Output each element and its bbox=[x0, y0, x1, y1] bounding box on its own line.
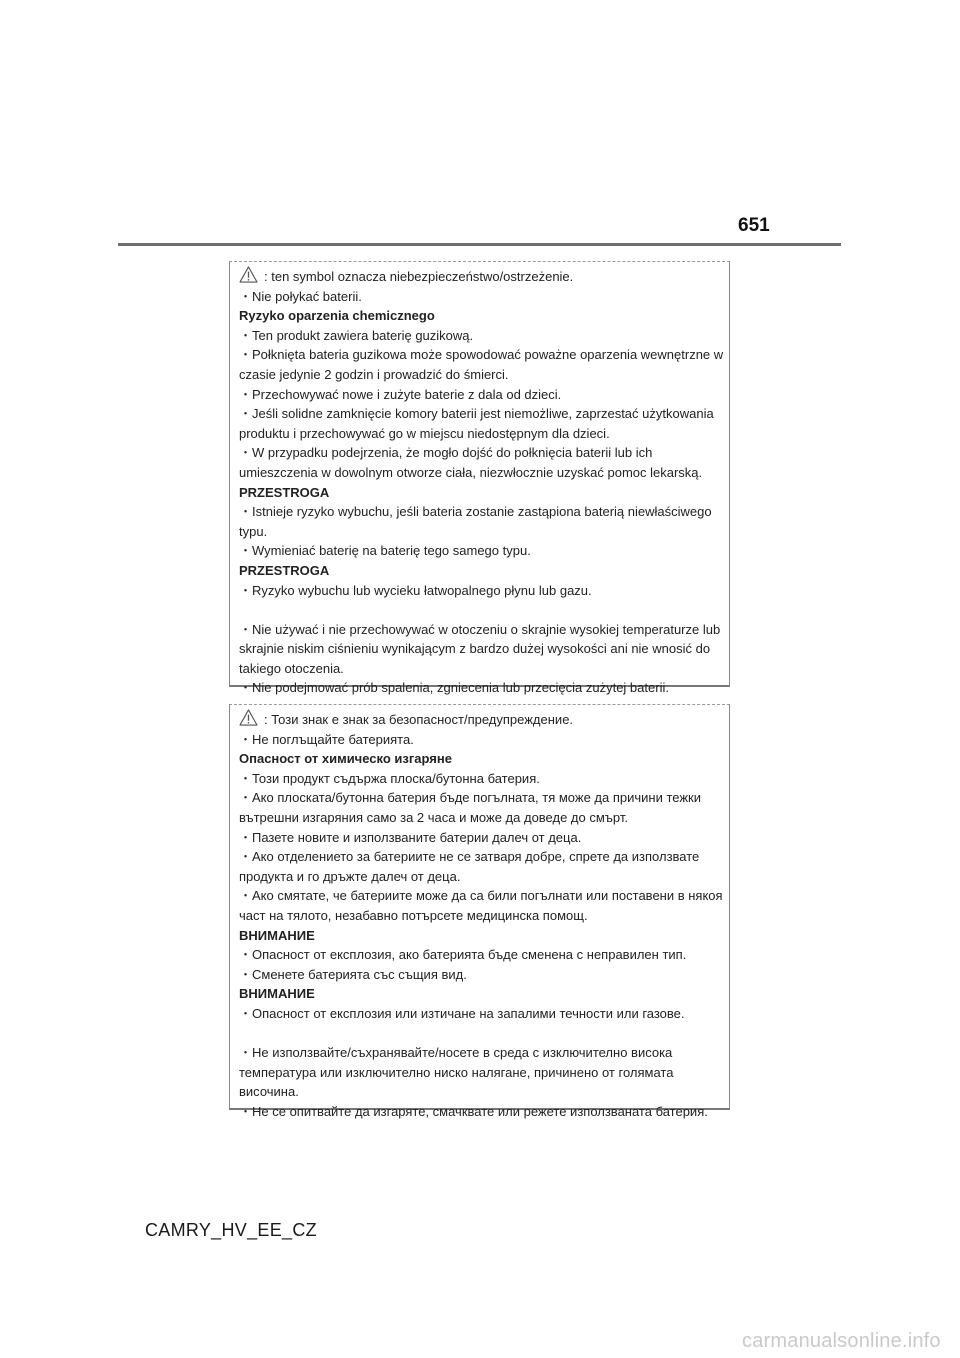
section-heading: ВНИМАНИЕ bbox=[239, 927, 315, 943]
warning-text-line: ・Не поглъщайте батерията. bbox=[239, 731, 414, 747]
warning-triangle-icon bbox=[239, 266, 258, 283]
warning-text-line: ・Не използвайте/съхранявайте/носете в среда с изключително висока bbox=[239, 1045, 673, 1061]
bulgarian-battery-warning-box bbox=[229, 704, 730, 1119]
warning-text-line: ・Istnieje ryzyko wybuchu, jeśli bateria zostanie zastąpiona baterią niewłaściwego bbox=[239, 504, 712, 520]
warning-triangle-icon bbox=[239, 709, 258, 726]
document-code: CAMRY_HV_EE_CZ bbox=[145, 1220, 317, 1240]
warning-text-line: umieszczenia w dowolnym otworze ciała, niezwłocznie uzyskać pomoc lekarską. bbox=[239, 464, 703, 480]
warning-text-line: ・Опасност от експлозия, ако батерията бъде сменена с неправилен тип. bbox=[239, 947, 687, 963]
warning-text-line: продукта и го дръжте далеч от деца. bbox=[239, 868, 461, 884]
warning-text-line bbox=[239, 267, 721, 287]
warning-text-line: ・Nie połykać baterii. bbox=[239, 288, 362, 304]
warning-text-line: ・Ако смятате, че батериите може да са били погълнати или поставени в някоя bbox=[239, 888, 723, 904]
warning-text-line: температура или изключително ниско налягане, причинено от голямата bbox=[239, 1064, 674, 1080]
section-heading: Ryzyko oparzenia chemicznego bbox=[239, 308, 435, 324]
blank-line bbox=[239, 1024, 721, 1044]
warning-text-line: skrajnie niskim ciśnieniu wynikającym z bardzo dużej wysokości ani nie wnosić do bbox=[239, 641, 711, 657]
section-heading: PRZESTROGA bbox=[239, 484, 330, 500]
warning-text-line: височина. bbox=[239, 1084, 299, 1100]
warning-text-line: ・Ако отделението за батериите не се затваря добре, спрете да използвате bbox=[239, 849, 700, 865]
warning-text-line: ・Пазете новите и използваните батерии далеч от деца. bbox=[239, 829, 582, 845]
warning-text-line: ・Przechowywać nowe i zużyte baterie z dala od dzieci. bbox=[239, 386, 562, 402]
warning-text-line: ・Jeśli solidne zamknięcie komory baterii jest niemożliwe, zaprzestać użytkowania bbox=[239, 406, 714, 422]
warning-text-line: ・Опасност от експлозия или изтичане на запалими течности или газове. bbox=[239, 1005, 685, 1021]
header-divider bbox=[118, 243, 841, 246]
warning-text-line: typu. bbox=[239, 523, 268, 539]
warning-text-line: ・Nie podejmować prób spalenia, zgniecenia lub przecięcia zużytej baterii. bbox=[239, 680, 669, 696]
section-heading: PRZESTROGA bbox=[239, 562, 330, 578]
warning-text-line: ・Ако плоската/бутонна батерия бъде погълната, тя може да причини тежки bbox=[239, 790, 702, 806]
warning-text-line: ・W przypadku podejrzenia, że mogło dojść do połknięcia baterii lub ich bbox=[239, 445, 653, 461]
symbol-explanation-text: : ten symbol oznacza niebezpieczeństwo/ostrzeżenie. bbox=[264, 269, 574, 284]
warning-text-line: czasie jedynie 2 godzin i prowadzić do śmierci. bbox=[239, 366, 509, 382]
warning-text-line bbox=[239, 710, 721, 730]
warning-text-line: ・Wymieniać baterię na baterię tego samego typu. bbox=[239, 543, 531, 559]
polish-battery-warning-box bbox=[229, 261, 730, 696]
warning-text-line: ・Този продукт съдържа плоска/бутонна батерия. bbox=[239, 770, 540, 786]
warning-text-line: takiego otoczenia. bbox=[239, 660, 344, 676]
warning-text-line: ・Połknięta bateria guzikowa może spowodować poważne oparzenia wewnętrzne w bbox=[239, 347, 724, 363]
section-heading: Опасност от химическо изгаряне bbox=[239, 751, 452, 767]
symbol-explanation-text: : Този знак е знак за безопасност/предупреждение. bbox=[264, 712, 574, 727]
warning-text-line: ・Nie używać i nie przechowywać w otoczeniu o skrajnie wysokiej temperaturze lub bbox=[239, 621, 721, 637]
page-number: 651 bbox=[738, 215, 770, 236]
warning-text-line: ・Не се опитвайте да изгаряте, смачквате или режете използваната батерия. bbox=[239, 1103, 708, 1119]
watermark: carmanualsonline.info bbox=[742, 1330, 941, 1352]
section-heading: ВНИМАНИЕ bbox=[239, 986, 315, 1002]
warning-text-line: ・Ryzyko wybuchu lub wycieku łatwopalnego płynu lub gazu. bbox=[239, 582, 592, 598]
warning-text-line: ・Сменете батерията със същия вид. bbox=[239, 966, 467, 982]
warning-text-line: ・Ten produkt zawiera baterię guzikową. bbox=[239, 327, 474, 343]
warning-text-line: част на тялото, незабавно потърсете медицинска помощ. bbox=[239, 907, 588, 923]
warning-text-line: вътрешни изгаряния само за 2 часа и може да доведе до смърт. bbox=[239, 809, 628, 825]
blank-line bbox=[239, 600, 721, 620]
warning-text-line: produktu i przechowywać go w miejscu niedostępnym dla dzieci. bbox=[239, 425, 610, 441]
